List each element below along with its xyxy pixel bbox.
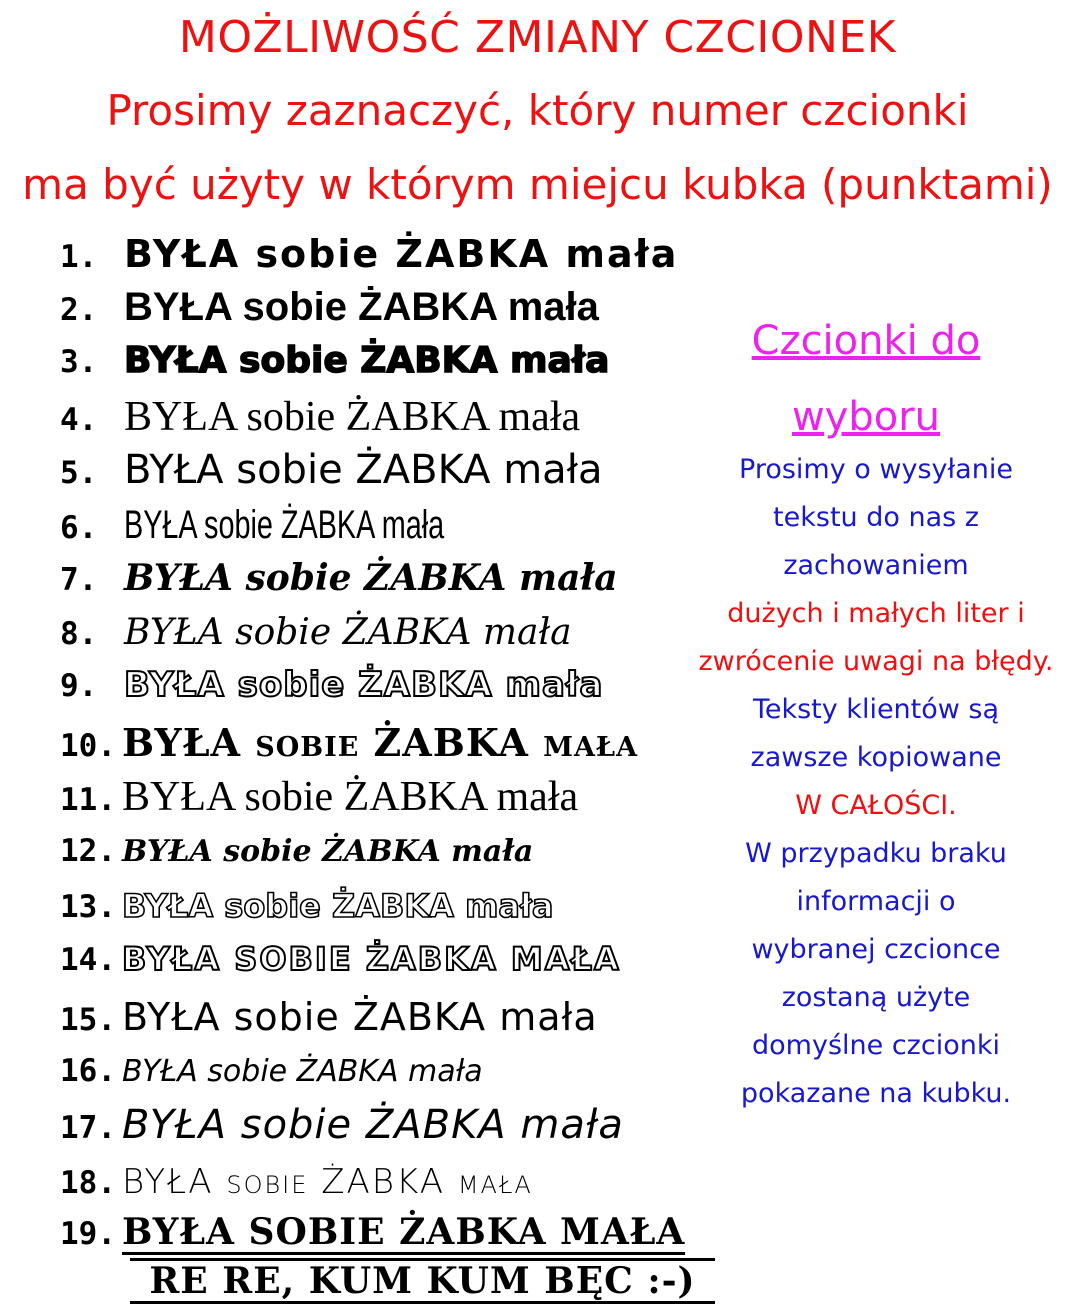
font-sample-19-second-line: RE RE, KUM KUM BĘC :-) [130, 1258, 715, 1304]
header-title: MOŻLIWOŚĆ ZMIANY CZCIONEK [178, 12, 897, 63]
font-number: 8. [60, 616, 98, 652]
font-sample-row-18 [60, 1162, 533, 1202]
font-sample-text: BYŁA SOBIE ŻABKA MAŁA [122, 940, 621, 978]
font-number: 17. [60, 1110, 116, 1146]
font-sample-text: BYŁA sobie ŻABKA mała [122, 774, 579, 820]
font-number: 13. [60, 889, 116, 925]
font-sample-text: BYŁA sobie ŻABKA mała [124, 557, 618, 599]
header-instruction-line-1: Prosimy zaznaczyć, który numer czcionki [106, 86, 969, 135]
sidebar-note-line: dużych i małych liter i [727, 598, 1025, 629]
font-number: 10. [60, 728, 116, 764]
font-sample-row-12 [60, 833, 533, 869]
sidebar-title-line-2: wyboru [791, 394, 941, 440]
font-sample-text: BYŁA sobie ŻABKA mała [124, 394, 581, 440]
font-sample-text: BYŁA sobie ŻABKA mała [124, 503, 445, 547]
font-sample-text: BYŁA sobie ŻABKA mała [124, 665, 604, 705]
font-sample-row-17 [60, 1102, 624, 1148]
font-sample-row-8 [60, 612, 572, 653]
font-number: 9. [60, 668, 98, 704]
font-sample-text: BYŁA sobie ŻABKA mała [122, 995, 598, 1039]
font-sample-row-15 [60, 995, 598, 1039]
sidebar-note-line: wybranej czcionce [751, 934, 1001, 965]
sidebar-note-line: zachowaniem [783, 550, 969, 581]
font-number: 15. [60, 1002, 116, 1038]
font-number: 1. [60, 239, 98, 275]
sidebar-note-line: zwrócenie uwagi na błędy. [698, 646, 1054, 677]
font-sample-row-5 [60, 447, 603, 493]
sidebar-note-line: tekstu do nas z [773, 502, 979, 533]
sidebar-note-line: zostaną użyte [781, 982, 971, 1013]
sidebar-note-line: Prosimy o wysyłanie [739, 454, 1013, 485]
font-number: 2. [60, 292, 98, 328]
font-sample-row-4 [60, 393, 580, 441]
font-sample-text: BYŁA sobie ŻABKA mała [124, 232, 679, 276]
sidebar-note-line: domyślne czcionki [752, 1030, 1000, 1061]
font-sample-text: BYŁA sobie ŻABKA mała [122, 1162, 533, 1202]
font-number: 7. [60, 562, 98, 598]
font-sample-text: BYŁA sobie ŻABKA mała [124, 447, 603, 493]
sidebar-note-line: W CAŁOŚCI. [795, 790, 957, 821]
sidebar-note-line: informacji o [796, 886, 956, 917]
font-sample-text: BYŁA sobie ŻABKA mała [122, 720, 639, 765]
sidebar-note-line: zawsze kopiowane [750, 742, 1002, 773]
font-sample-text: BYŁA sobie ŻABKA mała [122, 887, 554, 925]
font-sample-row-13 [60, 887, 553, 925]
font-sample-row-16 [60, 1053, 483, 1089]
font-sample-text: BYŁA sobie ŻABKA mała [122, 1102, 624, 1148]
font-number: 11. [60, 782, 116, 818]
font-sample-row-7 [60, 557, 618, 599]
font-number: 18. [60, 1165, 116, 1201]
sidebar-note-line: W przypadku braku [745, 838, 1007, 869]
font-sample-row-9 [60, 665, 603, 705]
sidebar-note-line: pokazane na kubku. [740, 1078, 1012, 1109]
font-sample-row-1 [60, 232, 678, 276]
font-sample-text: BYŁA sobie ŻABKA mała [122, 834, 534, 869]
header-instruction-line-2: ma być użyty w którym miejcu kubka (punktami) [22, 160, 1053, 209]
font-sample-row-14 [60, 940, 621, 978]
font-sample-text: BYŁA sobie ŻABKA mała [122, 1054, 483, 1089]
font-number: 19. [60, 1216, 116, 1252]
font-number: 14. [60, 942, 116, 978]
font-number: 6. [60, 510, 98, 546]
font-sample-text: BYŁA sobie ŻABKA mała [124, 285, 599, 329]
font-number: 12. [60, 833, 116, 869]
font-sample-text: BYŁA sobie ŻABKA mała [124, 612, 572, 653]
font-number: 4. [60, 402, 98, 438]
font-sample-text: BYŁA SOBIE ŻABKA MAŁA [122, 1211, 686, 1253]
font-sample-row-2 [60, 285, 599, 330]
sidebar-title-line-1: Czcionki do [751, 318, 981, 364]
sidebar-note-line: Teksty klientów są [752, 694, 1000, 725]
font-number: 16. [60, 1053, 116, 1089]
font-sample-row-3 [60, 340, 609, 381]
font-number: 5. [60, 455, 98, 491]
font-sample-row-10 [60, 720, 638, 765]
font-sample-row-19 [60, 1212, 685, 1255]
font-number: 3. [60, 344, 98, 380]
font-sample-text: BYŁA sobie ŻABKA mała [124, 340, 610, 381]
font-sample-row-11 [60, 773, 578, 821]
font-sample-row-6 [60, 503, 569, 548]
